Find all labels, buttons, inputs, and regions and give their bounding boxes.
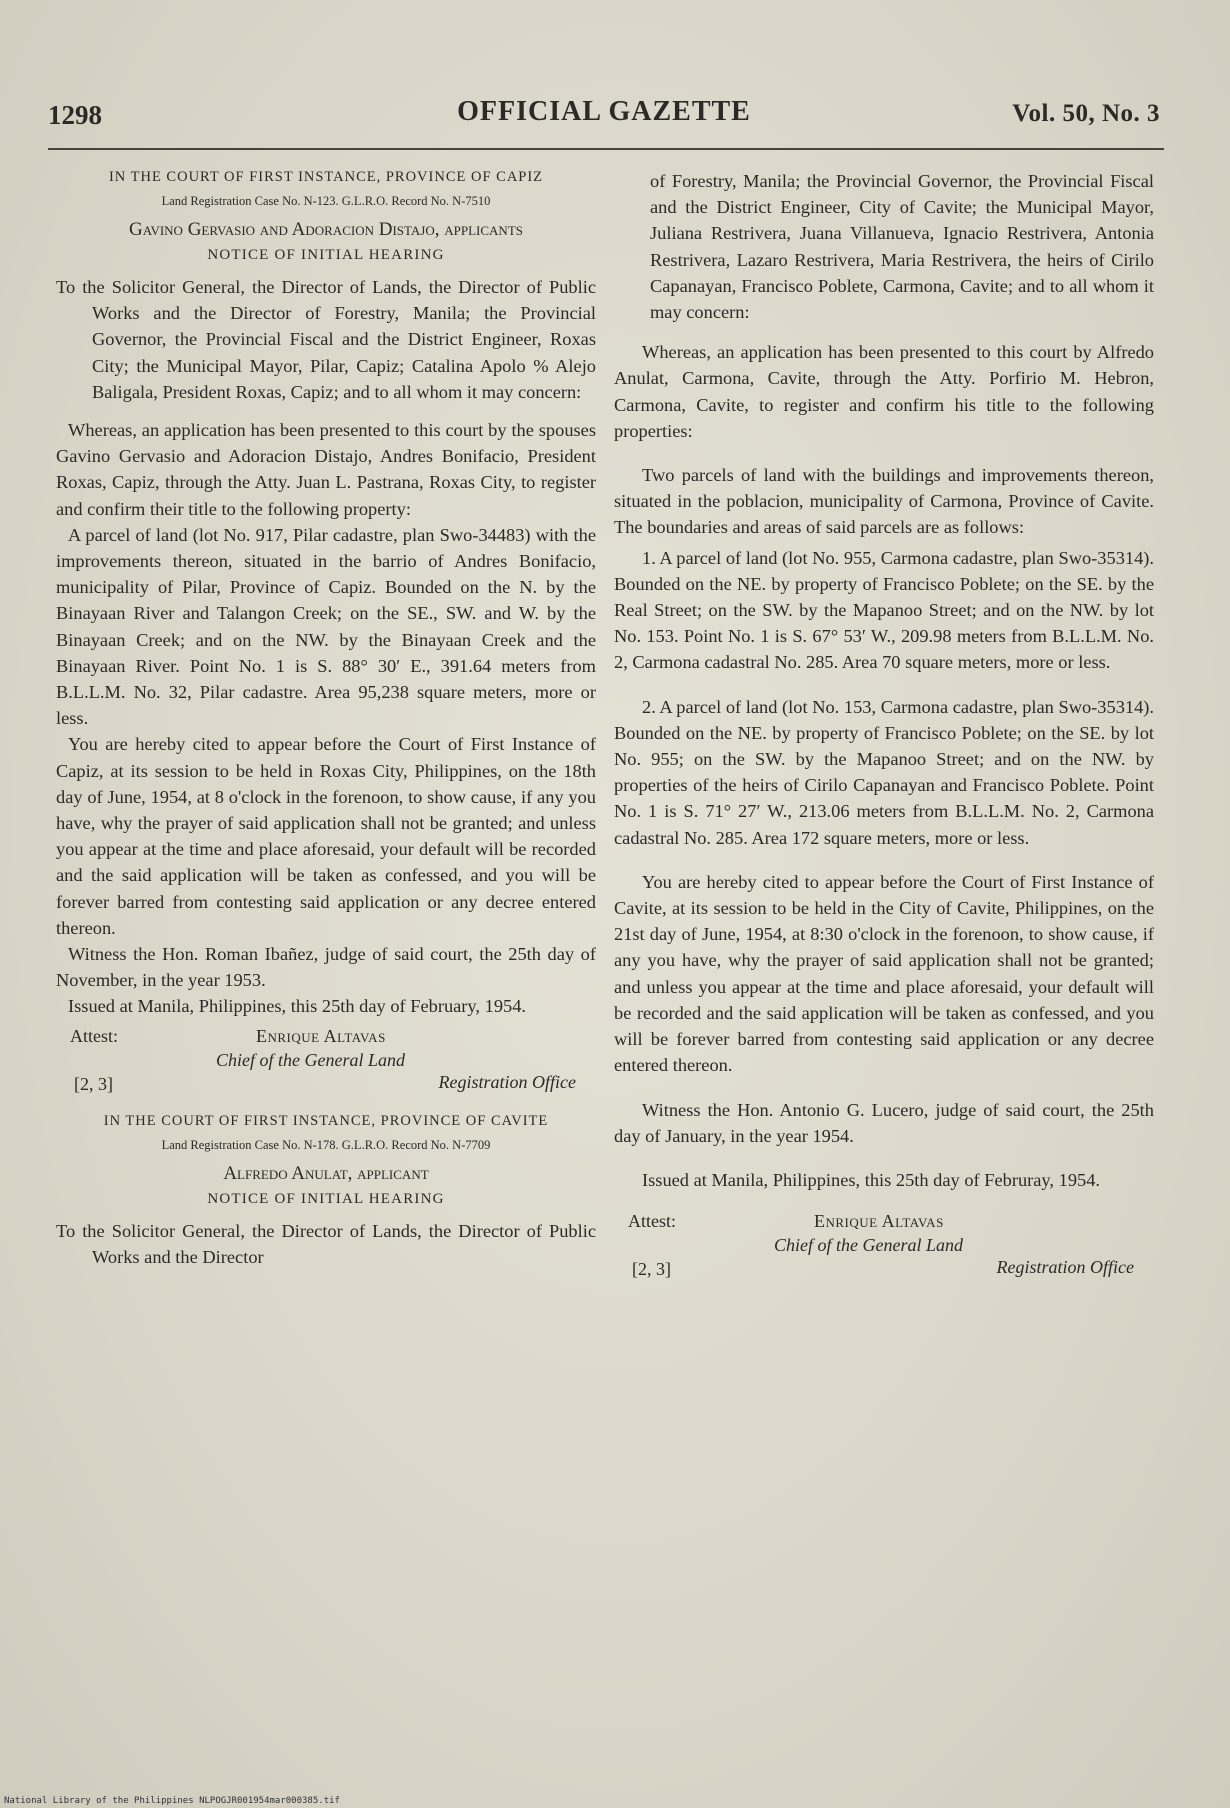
notice2-parcel-1: 1. A parcel of land (lot No. 955, Carmona cadastre, plan Swo-35314). Bounded on the NE. by property of Francisco Poblete; on the SE. by the Real Street; on the SW. by the Mapanoo Street; and on the NW. by lot No. 153. Point No. 1 is S. 67° 53′ W., 209.98 meters from B.L.L.M. No. 2, Carmona cadastral No. 285. Area 70 square meters, more or less. <box>614 547 1154 673</box>
issue-reference: [2, 3] <box>74 1073 113 1094</box>
notice2-parcel-2: 2. A parcel of land (lot No. 153, Carmona cadastre, plan Swo-35314). Bounded on the NE. by property of Francisco Poblete; on the SE. by lot No. 955; on the SW. by the Mapanoo Street; and on the NW. by properties of the heirs of Cirilo Capanayan and Francisco Poblete. Point No. 1 is S. 71° 27′ W., 213.06 meters from B.L.L.M. No. 2, Carmona cadastral No. 285. Area 172 square meters, more or less. <box>614 696 1154 848</box>
notice2-two-parcels: Two parcels of land with the buildings and improvements thereon, situated in the poblacion, municipality of Carmona, Province of Cavite. The boundaries and areas of said parcels are as follows: <box>614 465 1154 538</box>
attest-label: Attest: <box>70 1025 118 1046</box>
notice1-attestation <box>56 1025 596 1094</box>
notice2-witness: Witness the Hon. Antonio G. Lucero, judge of said court, the 25th day of January, in the year 1954. <box>614 1099 1154 1146</box>
header-rule <box>48 148 1164 150</box>
notice1-case-number: Land Registration Case No. N-123. G.L.R.O. Record No. N-7510 <box>161 194 491 208</box>
notice2-case-number: Land Registration Case No. N-178. G.L.R.O. Record No. N-7709 <box>161 1137 491 1152</box>
notice1-whereas: Whereas, an application has been presented to this court by the spouses Gavino Gervasio and Adoracion Distajo, Andres Bonifacio, President Roxas, Capiz, through the Atty. Juan L. Pastrana, Roxas City, to register and confirm their title to the following property: <box>56 420 596 519</box>
attest-name: Enrique Altavas <box>256 1025 386 1046</box>
notice2-whereas: Whereas, an application has been presented to this court by Alfredo Anulat, Carmona, Cavite, through the Atty. Porfirio M. Hebron, Carmona, Cavite, to register and confirm his title to the following properties: <box>614 342 1154 441</box>
notice1-addressees: To the Solicitor General, the Director of Lands, the Director of Public Works and the Director of Forestry, Manila; the Provincial Governor, the Provincial Fiscal and the District Engineer, Roxas City; the Municipal Mayor, Pilar, Capiz; Catalina Apolo % Alejo Baligala, President Roxas, Capiz; and to all whom it may concern: <box>56 277 596 402</box>
notice2-addressees-continued: of Forestry, Manila; the Provincial Governor, the Provincial Fiscal and the District Engineer, City of Cavite; the Municipal Mayor, Juliana Restrivera, Juana Villanueva, Ignacio Restrivera, Antonia Restrivera, Lazaro Restrivera, Maria Restrivera, the heirs of Cirilo Capanayan, Francisco Poblete, Carmona, Cavite; and to all whom it may concern: <box>650 171 1154 323</box>
notice1-citation: You are hereby cited to appear before the Court of First Instance of Capiz, at its session to be held in Roxas City, Philippines, on the 18th day of June, 1954, at 8 o'clock in the forenoon, to show cause, if any you have, why the prayer of said application shall not be granted; and unless you appear at the time and place aforesaid, your default will be recorded and the said application will be taken as confessed, and you will be forever barred from contesting said application or any decree entered thereon. <box>56 734 596 938</box>
notice1-applicants: Gavino Gervasio and Adoracion Distajo, applicants <box>129 219 523 240</box>
attest-title-line2: Registration Office <box>996 1257 1134 1278</box>
notice1-court: IN THE COURT OF FIRST INSTANCE, PROVINCE OF CAPIZ <box>108 169 544 185</box>
attest-title-line1: Chief of the General Land <box>774 1235 963 1256</box>
right-column <box>614 168 1154 1280</box>
page-number: 1298 <box>48 100 102 130</box>
attest-label: Attest: <box>628 1211 676 1232</box>
notice2-title: NOTICE OF INITIAL HEARING <box>207 1190 445 1207</box>
attest-name: Enrique Altavas <box>814 1211 944 1232</box>
notice2-applicant: Alfredo Anulat, applicant <box>223 1162 429 1184</box>
notice1-issued: Issued at Manila, Philippines, this 25th day of February, 1954. <box>68 996 527 1017</box>
issue-reference: [2, 3] <box>632 1259 671 1280</box>
notice2-attestation <box>614 1211 1154 1280</box>
attest-title-line2: Registration Office <box>438 1071 576 1092</box>
publication-title: OFFICIAL GAZETTE <box>457 96 751 127</box>
page-header <box>48 96 1160 136</box>
notice2-addressees-start: To the Solicitor General, the Director of Lands, the Director of Public Works and the Director <box>56 1220 596 1267</box>
left-column <box>56 168 596 1282</box>
scan-source-caption: National Library of the Philippines NLPOGJR001954mar000385.tif <box>4 1796 340 1806</box>
notice1-witness: Witness the Hon. Roman Ibañez, judge of said court, the 25th day of November, in the year 1953. <box>56 944 596 991</box>
notice2-court: IN THE COURT OF FIRST INSTANCE, PROVINCE OF CAVITE <box>103 1112 549 1129</box>
attest-title-line1: Chief of the General Land <box>216 1049 405 1070</box>
notice1-title: NOTICE OF INITIAL HEARING <box>207 247 445 263</box>
notice1-parcel: A parcel of land (lot No. 917, Pilar cadastre, plan Swo-34483) with the improvements thereon, situated in the barrio of Andres Bonifacio, municipality of Pilar, Province of Capiz. Bounded on the N. by the Binayaan River and Talangon Creek; on the SE., SW. and W. by the Binayaan Creek; and on the NW. by the Binayaan Creek and the Binayaan River. Point No. 1 is S. 88° 30′ E., 391.64 meters from B.L.L.M. No. 32, Pilar cadastre. Area 95,238 square meters, more or less. <box>56 524 596 729</box>
volume-number: Vol. 50, No. 3 <box>1012 100 1160 127</box>
notice2-citation: You are hereby cited to appear before the Court of First Instance of Cavite, at its session to be held in the City of Cavite, Philippines, on the 21st day of June, 1954, at 8:30 o'clock in the forenoon, to show cause, if any you have, why the prayer of said application shall not be granted; and unless you appear at the time and place aforesaid, your default will be recorded and the said application will be taken as confessed, and you will be forever barred from contesting said application or any decree entered thereon. <box>614 871 1154 1076</box>
notice2-issued: Issued at Manila, Philippines, this 25th day of Februray, 1954. <box>642 1169 1101 1190</box>
